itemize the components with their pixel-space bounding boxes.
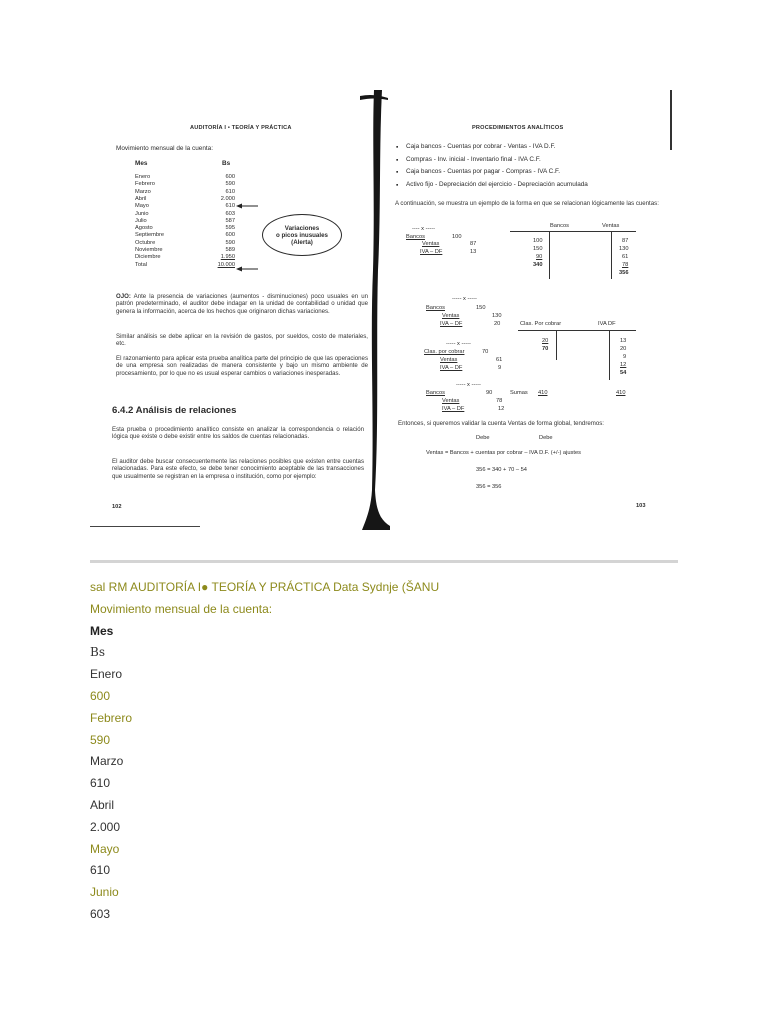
ojo-paragraph [116, 293, 368, 315]
sumas-label: Sumas [510, 390, 528, 396]
t-ventas-hline [588, 231, 636, 232]
entry4-debit-value: 90 [486, 390, 493, 396]
ventas-formula: Ventas = Bancos + cuentas por cobrar – IVA D.F. (+/-) ajustes [426, 450, 581, 456]
month-value: 587 [225, 217, 235, 224]
entry2-credit-account-2: IVA – DF [440, 321, 463, 327]
month-value: 603 [225, 210, 235, 217]
entry1-credit-account-1: Ventas [422, 241, 440, 247]
t-clas-total: 70 [542, 346, 549, 352]
month-value: 10.000 [217, 261, 235, 268]
col-mes: Mes [135, 160, 148, 167]
debe-label-1: Debe [476, 435, 490, 441]
bubble-line-1: Variaciones [284, 224, 320, 232]
paragraph-4: Esta prueba o procedimiento analítico consiste en analizar la correspondencia o relación lógica que existe o debe existir entre los saldos de cuentas relacionadas. [112, 426, 364, 441]
scanned-page-image [90, 90, 680, 530]
month-value: 600 [225, 174, 235, 180]
t-ventas-title: Ventas [602, 223, 620, 229]
ocr-text-line: Abril [90, 797, 115, 812]
ocr-text-line: Mes [90, 623, 114, 638]
t-clas-title: Clas. Por cobrar [520, 321, 562, 327]
month-value: 1.950 [220, 254, 235, 261]
t-clas-vline [556, 330, 557, 360]
calculation-1: 356 = 340 + 70 – 54 [476, 467, 527, 473]
month-name: Marzo [135, 188, 151, 195]
entry3-credit-account-1: Ventas [440, 357, 458, 363]
sumas-value-2: 410 [616, 390, 626, 396]
entry1-separator: ---- x ----- [412, 226, 436, 232]
t-iva-credit-2: 20 [620, 346, 627, 352]
entry1-credit-value-2: 13 [470, 249, 477, 255]
ocr-text-line: 603 [90, 906, 111, 921]
t-bancos-vline [549, 231, 550, 279]
entry1-credit-value-1: 87 [470, 241, 477, 247]
entry1-debit-value: 100 [452, 234, 462, 240]
month-value: 610 [225, 188, 235, 195]
t-bancos-title: Bancos [550, 223, 569, 229]
t-iva-credit-3: 9 [623, 354, 627, 360]
t-bancos-hline [510, 231, 590, 232]
paragraph-3: El razonamiento para aplicar esta prueba analítica parte del principio de que las operaciones de una empresa son realizadas de manera consistente y bajo un mismo ambiente de procesamiento, por lo que no es usual esperar cambios o variaciones inesperadas. [116, 355, 368, 377]
ocr-text-line: sal RM AUDITORÍA I● TEORÍA Y PRÁCTICA Data Sydnje (ŠANU [90, 580, 440, 594]
ocr-text-line: Enero [90, 667, 123, 682]
month-name: Febrero [135, 181, 155, 188]
entry3-credit-value-1: 61 [496, 357, 503, 363]
ocr-text-line: 590 [90, 732, 111, 747]
t-iva-credit-1: 13 [620, 338, 627, 344]
t-ventas-credit-2: 130 [619, 246, 629, 252]
month-name: Enero [135, 174, 151, 180]
t-ventas-vline [611, 231, 612, 279]
month-value: 590 [225, 181, 235, 188]
month-name: Diciembre [135, 254, 161, 261]
month-name: Junio [135, 210, 149, 217]
t-ventas-credit-3: 61 [622, 254, 629, 260]
ocr-text-line: Febrero [90, 710, 133, 725]
debe-label-2: Debe [539, 435, 553, 441]
month-name: Septiembre [135, 232, 165, 239]
entry2-debit-value: 150 [476, 305, 486, 311]
month-name: Mayo [135, 203, 149, 210]
month-name: Julio [135, 217, 147, 224]
ocr-text-line: Movimiento mensual de la cuenta: [90, 601, 273, 616]
left-page-number: 102 [112, 504, 122, 510]
t-bancos-debit-3: 90 [536, 254, 543, 260]
t-iva-vline [609, 330, 610, 380]
ocr-text-line: Marzo [90, 754, 124, 769]
month-value: 610 [225, 203, 235, 210]
alert-bubble [262, 214, 342, 256]
paragraph-5: El auditor debe buscar consecuentemente las relaciones posibles que existen entre cuentas relacionadas. Para este efecto, se debe tener conocimiento aceptable de las transacciones que usualmente se registran en la empresa o institución, como por ejemplo: [112, 458, 364, 480]
month-value: 589 [225, 247, 235, 253]
calculation-2: 356 = 356 [476, 484, 502, 490]
month-name: Total [135, 261, 148, 268]
ojo-text: Ante la presencia de variaciones (aumentos - disminuciones) poco usuales en un patrón predeterminado, el auditor debe indagar en la unidad de contabilidad o unidad que genera la información, acerca de los hechos que originaron dichas variaciones. [116, 293, 368, 315]
month-name: Octubre [135, 239, 156, 246]
entry3-credit-value-2: 9 [498, 365, 502, 371]
intro-paragraph: A continuación, se muestra un ejemplo de la forma en que se relacionan lógicamente las cuentas: [395, 200, 659, 207]
section-divider [90, 560, 678, 563]
col-bs: Bs [222, 160, 231, 167]
t-iva-credit-4: 12 [620, 362, 627, 368]
entry4-credit-value-2: 12 [498, 406, 505, 412]
bullet-icon: ▪ [396, 181, 399, 189]
bullet-text: Caja bancos - Cuentas por pagar - Compras - IVA C.F. [406, 168, 561, 175]
left-page-header: AUDITORÍA I • TEORÍA Y PRÁCTICA [190, 125, 292, 131]
month-value: 600 [225, 232, 235, 239]
entry4-debit-account: Bancos [426, 390, 445, 396]
t-clas-debit-1: 20 [542, 338, 549, 344]
validate-paragraph: Entonces, si queremos validar la cuenta Ventas de forma global, tendremos: [398, 420, 604, 427]
bullet-icon: ▪ [396, 156, 399, 164]
bullet-icon: ▪ [396, 169, 399, 176]
section-heading: 6.4.2 Análisis de relaciones [112, 405, 237, 416]
bubble-line-2: o picos inusuales [276, 231, 328, 239]
ocr-text-line: 610 [90, 863, 111, 878]
entry4-credit-account-2: IVA – DF [442, 406, 465, 412]
ocr-text-line: Mayo [90, 841, 120, 856]
t-iva-title: IVA DF [598, 321, 616, 327]
ocr-text-list [90, 577, 690, 926]
t-clas-hline [518, 330, 592, 331]
ocr-text-line: Junio [90, 885, 119, 900]
t-bancos-debit-2: 150 [533, 246, 543, 252]
entry1-credit-account-2: IVA – DF [420, 249, 443, 255]
t-iva-total: 54 [620, 370, 627, 376]
t-bancos-total: 340 [533, 262, 543, 268]
scan-spread [90, 90, 680, 530]
t-ventas-total: 356 [619, 270, 629, 276]
month-name: Abril [135, 195, 147, 202]
sumas-value-1: 410 [538, 390, 548, 396]
bullet-text: Caja bancos - Cuentas por cobrar - Ventas - IVA D.F. [406, 143, 556, 150]
right-page-number: 103 [636, 503, 646, 509]
left-bottom-rule [90, 526, 200, 527]
entry2-credit-account-1: Ventas [442, 313, 460, 319]
alert-arrows [90, 90, 360, 290]
bullet-text: Compras - Inv. inicial - Inventario final - IVA C.F. [406, 155, 541, 163]
paragraph-2: Similar análisis se debe aplicar en la revisión de gastos, por sueldos, costo de materiales, etc. [116, 333, 368, 348]
month-value: 2.000 [220, 195, 235, 202]
t-iva-hline [584, 330, 636, 331]
bubble-line-3: (Alerta) [291, 238, 313, 246]
entry3-separator: ----- x ----- [446, 341, 471, 347]
entry3-debit-account: Clas. por cobrar [424, 349, 465, 355]
entry2-credit-value-1: 130 [492, 313, 502, 319]
bullet-icon: ▪ [396, 144, 399, 151]
ocr-text-line: 600 [90, 688, 111, 703]
entry4-separator: ----- x ----- [456, 382, 481, 388]
month-value: 595 [225, 225, 235, 232]
entry3-debit-value: 70 [482, 349, 489, 355]
left-page-title: Movimiento mensual de la cuenta: [116, 145, 213, 152]
month-name: Agosto [135, 225, 153, 232]
entry4-credit-account-1: Ventas [442, 398, 460, 404]
month-value: 590 [225, 239, 235, 246]
ojo-label: OJO: [116, 293, 131, 300]
t-ventas-credit-4: 78 [622, 262, 629, 268]
ocr-text-line: Bs [90, 645, 105, 660]
ocr-text-line: 610 [90, 776, 111, 791]
right-page-header: PROCEDIMIENTOS ANALÍTICOS [472, 125, 564, 131]
t-bancos-debit-1: 100 [533, 238, 543, 244]
bullet-text: Activo fijo - Depreciación del ejercicio - Depreciación acumulada [406, 180, 588, 188]
ocr-text-line: 2.000 [90, 819, 121, 834]
entry3-credit-account-2: IVA – DF [440, 365, 463, 371]
entry1-debit-account: Bancos [406, 234, 425, 240]
t-ventas-credit-1: 87 [622, 238, 629, 244]
entry2-debit-account: Bancos [426, 305, 445, 311]
entry2-separator: ----- x ----- [452, 296, 477, 302]
entry2-credit-value-2: 20 [494, 321, 501, 327]
entry4-credit-value-1: 78 [496, 398, 503, 404]
month-name: Noviembre [135, 247, 163, 253]
right-edge-mark [670, 90, 672, 150]
